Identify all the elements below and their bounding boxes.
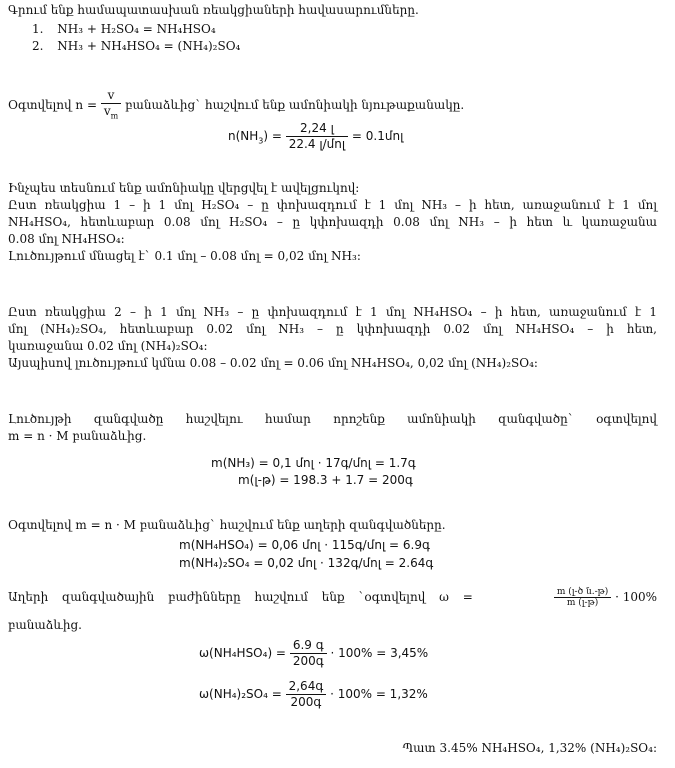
fraction-numerator: m (լ-ծ ն.-թ): [554, 587, 611, 598]
mass-fraction-intro: [8, 587, 657, 608]
moles-fraction: [286, 121, 348, 152]
answer: Պատ 3.45% NH₄HSO₄, 1,32% (NH₄)₂SO₄:: [402, 741, 657, 755]
reaction-equation: NH₃ + NH₄HSO₄ = (NH₄)₂SO₄: [57, 39, 241, 53]
text-line: Այսպիսով լուծույթում կմնա 0.08 – 0.02 մոլ = 0.06 մոլ NH₄HSO₄, 0,02 մոլ (NH₄)₂SO₄:: [8, 356, 538, 370]
ammonia-mass-equation: m(NH₃) = 0,1 մոլ · 17գ/մոլ = 1.7գ: [211, 456, 416, 470]
text-line: մոլ (NH₄)₂SO₄, հետևաբար 0.02 մոլ NH₃ – ը կփոխազդի 0.02 մոլ NH₄HSO₄ – ի հետ,: [8, 322, 657, 336]
text-line: Ըստ ռեակցիա 2 – ի 1 մոլ NH₃ – ը փոխազդում է 1 մոլ NH₄HSO₄ – ի հետ, առաջանում է 1: [8, 305, 657, 319]
text-line: Ինչպես տեսնում ենք ամոնիակը վերցվել է ավելցուկով:: [8, 181, 360, 195]
fraction-denominator: m (լ-թ): [566, 598, 599, 608]
fraction-numerator: v: [101, 88, 121, 104]
salt-mass-equation-2: m(NH₄)₂SO₄ = 0,02 մոլ · 132գ/մոլ = 2.64գ: [179, 556, 434, 570]
fraction-denominator: 200գ: [292, 654, 324, 668]
salts-intro: Օգտվելով m = n · M բանաձևից` հաշվում ենք աղերի զանգվածները.: [8, 518, 446, 532]
omega-equation-1: ω(NH₄HSO₄) = $\frac{\text{6.9 գ}}{\text{200գ}}$ · 100% = 3,45%: [199, 638, 429, 668]
text-line: կառաջանա 0.02 մոլ (NH₄)₂SO₄:: [8, 339, 208, 353]
text-line: NH₄HSO₄, հետևաբար 0.08 մոլ H₂SO₄ – ը կփոխազդի 0.08 մոլ NH₃ – ի հետ և կառաջանա: [8, 215, 657, 229]
omega-formula: [554, 587, 657, 608]
reaction-1: [32, 21, 657, 38]
solution-mass-equation: m(լ-թ) = 198.3 + 1.7 = 200գ: [238, 473, 413, 487]
fraction-numerator: 6.9 գ: [290, 638, 327, 654]
omega-result-2: · 100% = 1,32%: [330, 687, 428, 701]
text-line: Ըստ ռեակցիա 1 – ի 1 մոլ H₂SO₄ – ը փոխազդում է 1 մոլ NH₃ – ի հետ, առաջանում է 1 մոլ: [8, 198, 657, 212]
fraction-denominator: $v_m$: [103, 104, 119, 121]
moles-formula-line: [8, 88, 464, 123]
omega-fraction-1: [290, 638, 327, 669]
fraction-numerator: 2,64գ: [286, 679, 327, 695]
reaction-2: [32, 38, 657, 55]
reaction-number: 2.: [32, 39, 44, 53]
paragraph-excess: [8, 180, 657, 265]
omega-fraction: [554, 587, 611, 608]
percent-factor: · 100%: [615, 590, 657, 604]
intro-text: Գրում ենք համապատասխան ռեակցիաների հավասարումները.: [8, 3, 419, 17]
salt-mass-equation-1: m(NH₄HSO₄) = 0,06 մոլ · 115գ/մոլ = 6.9գ: [179, 538, 430, 552]
fraction-intro-text: Աղերի զանգվածային բաժինները հաշվում ենք `օգտվելով ω =: [8, 590, 473, 604]
text-line: Լուծույթում մնացել է` 0.1 մոլ – 0.08 մոլ = 0,02 մոլ NH₃:: [8, 249, 361, 263]
omega-result-1: · 100% = 3,45%: [330, 646, 429, 660]
omega-fraction-2: [286, 679, 327, 710]
formula-n-fraction: [101, 88, 121, 123]
paragraph-reaction-2: [8, 304, 657, 372]
moles-equation: $n(NH_3)$ = $\frac{\text{2,24 լ}}{\text{22.4 լ/մոլ}}$ = 0.1մոլ: [228, 121, 404, 151]
text-line: 0.08 մոլ NH₄HSO₄:: [8, 232, 125, 246]
fraction-denominator: 200գ: [290, 695, 322, 709]
fraction-numerator: 2,24 լ: [286, 121, 348, 137]
omega-equation-2: ω(NH₄)₂SO₄ = $\frac{\text{2,64գ}}{\text{200գ}}$ · 100% = 1,32%: [199, 679, 428, 709]
reaction-number: 1.: [32, 22, 44, 36]
text-line: m = n · M բանաձևից.: [8, 429, 147, 443]
formula-lead-text: Օգտվելով n =: [8, 98, 98, 113]
reaction-equation: NH₃ + H₂SO₄ = NH₄HSO₄: [57, 22, 216, 36]
text-line: Լուծույթի զանգվածը հաշվելու համար որոշենք ամոնիակի զանգվածը` օգտվելով: [8, 412, 657, 426]
formula-trail-text: բանաձևից` հաշվում ենք ամոնիակի նյութաքանակը.: [125, 98, 465, 113]
fraction-denominator: 22.4 լ/մոլ: [288, 137, 346, 151]
mass-fraction-intro-end: բանաձևից.: [8, 618, 82, 632]
moles-result: = 0.1մոլ: [351, 129, 404, 143]
paragraph-solution-mass: [8, 411, 657, 445]
